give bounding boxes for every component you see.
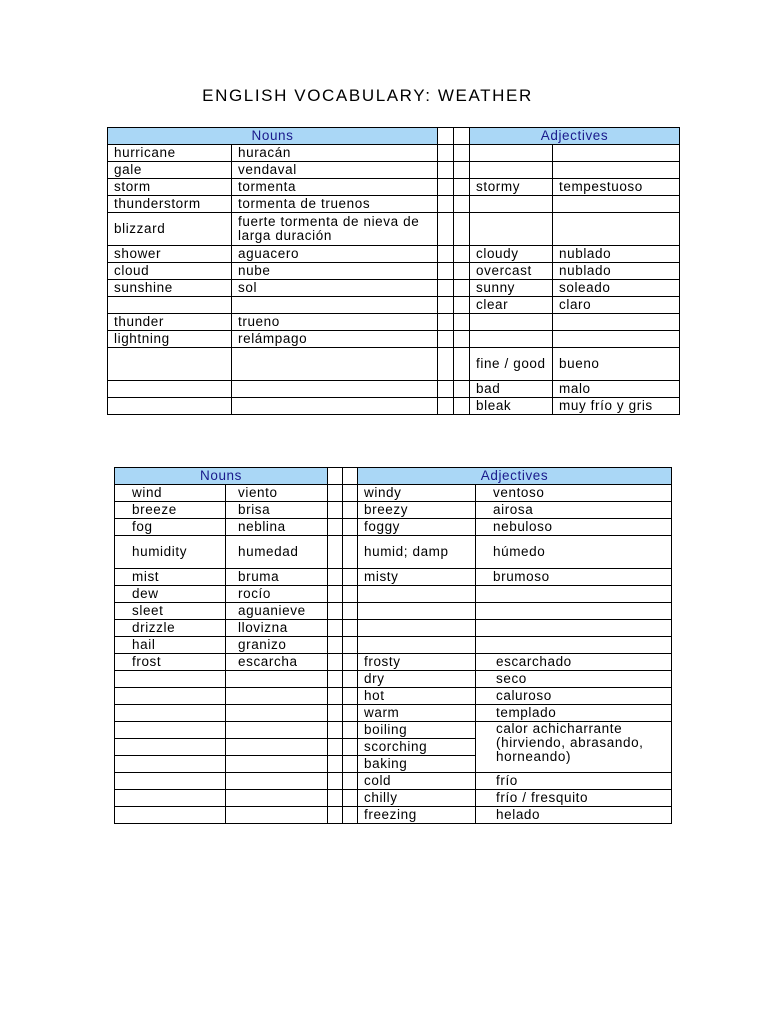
- noun-english: shower: [108, 246, 232, 263]
- gap-cell: [454, 196, 470, 213]
- gap-cell: [343, 705, 358, 722]
- page-title: ENGLISH VOCABULARY: WEATHER: [202, 86, 533, 105]
- gap-cell: [454, 263, 470, 280]
- table-row: [108, 331, 680, 348]
- table-row: [115, 790, 672, 807]
- adjective-spanish: calor achicharrante (hirviendo, abrasando, horneando): [476, 722, 672, 773]
- noun-english: drizzle: [115, 620, 226, 637]
- adjective-spanish: [476, 620, 672, 637]
- gap-cell: [328, 688, 343, 705]
- adjective-english: [470, 314, 553, 331]
- noun-spanish: granizo: [226, 637, 328, 654]
- gap-cell: [438, 280, 454, 297]
- adjective-english: overcast: [470, 263, 553, 280]
- noun-english: [115, 807, 226, 824]
- gap-cell: [438, 196, 454, 213]
- nouns-header: Nouns: [108, 128, 438, 145]
- adjective-english: [358, 620, 476, 637]
- adjective-english: sunny: [470, 280, 553, 297]
- noun-english: humidity: [115, 536, 226, 569]
- table-row: [115, 637, 672, 654]
- noun-spanish: huracán: [232, 145, 438, 162]
- noun-spanish: tormenta: [232, 179, 438, 196]
- table-row: [115, 603, 672, 620]
- table-row: [115, 620, 672, 637]
- gap-cell: [328, 671, 343, 688]
- adjective-english: baking: [358, 756, 476, 773]
- table-row: [108, 196, 680, 213]
- adjective-spanish: claro: [553, 297, 680, 314]
- noun-spanish: [226, 790, 328, 807]
- noun-english: mist: [115, 569, 226, 586]
- noun-english: thunder: [108, 314, 232, 331]
- table-row: [115, 688, 672, 705]
- noun-english: [108, 398, 232, 415]
- gap-cell: [328, 654, 343, 671]
- gap-cell: [454, 162, 470, 179]
- table-row: [115, 536, 672, 569]
- gap-cell: [343, 722, 358, 739]
- noun-english: dew: [115, 586, 226, 603]
- vocab-table-1: [107, 127, 680, 415]
- table-row: [108, 297, 680, 314]
- adjective-english: [358, 637, 476, 654]
- adjective-english: [470, 145, 553, 162]
- adjective-spanish: brumoso: [476, 569, 672, 586]
- noun-english: breeze: [115, 502, 226, 519]
- noun-spanish: viento: [226, 485, 328, 502]
- noun-spanish: [232, 398, 438, 415]
- table-row: [115, 485, 672, 502]
- adjective-english: [358, 603, 476, 620]
- table-row: [108, 246, 680, 263]
- adjectives-header: Adjectives: [470, 128, 680, 145]
- gap-cell: [438, 162, 454, 179]
- adjective-spanish: ventoso: [476, 485, 672, 502]
- gap-cell: [454, 297, 470, 314]
- adjective-spanish: caluroso: [476, 688, 672, 705]
- adjective-spanish: templado: [476, 705, 672, 722]
- adjective-spanish: [553, 196, 680, 213]
- noun-spanish: [226, 756, 328, 773]
- gap-cell: [328, 536, 343, 569]
- noun-english: [108, 348, 232, 381]
- noun-english: storm: [108, 179, 232, 196]
- adjective-spanish: nublado: [553, 263, 680, 280]
- adjective-english: fine / good: [470, 348, 553, 381]
- adjective-spanish: soleado: [553, 280, 680, 297]
- table-row: [115, 773, 672, 790]
- noun-spanish: [232, 381, 438, 398]
- noun-english: wind: [115, 485, 226, 502]
- noun-english: [115, 773, 226, 790]
- adjective-english: dry: [358, 671, 476, 688]
- table-row: [115, 722, 672, 739]
- gap-cell: [454, 213, 470, 246]
- gap-cell: [343, 603, 358, 620]
- noun-spanish: tormenta de truenos: [232, 196, 438, 213]
- noun-spanish: bruma: [226, 569, 328, 586]
- noun-english: [115, 739, 226, 756]
- adjective-english: [358, 586, 476, 603]
- gap-cell: [438, 128, 454, 145]
- adjective-english: scorching: [358, 739, 476, 756]
- adjective-spanish: helado: [476, 807, 672, 824]
- gap-cell: [343, 620, 358, 637]
- adjective-english: humid; damp: [358, 536, 476, 569]
- table-row: [108, 381, 680, 398]
- adjective-spanish: [553, 213, 680, 246]
- noun-english: hail: [115, 637, 226, 654]
- adjective-spanish: nublado: [553, 246, 680, 263]
- noun-spanish: relámpago: [232, 331, 438, 348]
- gap-cell: [438, 213, 454, 246]
- table-row: [108, 314, 680, 331]
- gap-cell: [328, 485, 343, 502]
- gap-cell: [328, 637, 343, 654]
- gap-cell: [454, 314, 470, 331]
- gap-cell: [343, 756, 358, 773]
- gap-cell: [328, 739, 343, 756]
- adjective-english: clear: [470, 297, 553, 314]
- noun-english: [115, 790, 226, 807]
- noun-spanish: [226, 722, 328, 739]
- table-row: [108, 348, 680, 381]
- gap-cell: [328, 586, 343, 603]
- noun-spanish: nube: [232, 263, 438, 280]
- gap-cell: [454, 381, 470, 398]
- gap-cell: [343, 586, 358, 603]
- noun-english: cloud: [108, 263, 232, 280]
- gap-cell: [328, 569, 343, 586]
- noun-english: gale: [108, 162, 232, 179]
- table-row: [115, 586, 672, 603]
- table-row: [115, 671, 672, 688]
- gap-cell: [438, 179, 454, 196]
- adjective-spanish: [553, 331, 680, 348]
- adjective-spanish: húmedo: [476, 536, 672, 569]
- table-header-row: [115, 468, 672, 485]
- gap-cell: [343, 468, 358, 485]
- noun-spanish: vendaval: [232, 162, 438, 179]
- vocab-table-2: [114, 467, 672, 824]
- adjective-spanish: [476, 603, 672, 620]
- adjective-spanish: tempestuoso: [553, 179, 680, 196]
- noun-spanish: [226, 688, 328, 705]
- gap-cell: [343, 502, 358, 519]
- gap-cell: [438, 263, 454, 280]
- adjective-english: foggy: [358, 519, 476, 536]
- noun-spanish: llovizna: [226, 620, 328, 637]
- adjective-english: bad: [470, 381, 553, 398]
- noun-spanish: [226, 671, 328, 688]
- gap-cell: [343, 790, 358, 807]
- gap-cell: [328, 502, 343, 519]
- gap-cell: [438, 331, 454, 348]
- gap-cell: [328, 790, 343, 807]
- table-row: [108, 213, 680, 246]
- gap-cell: [454, 246, 470, 263]
- noun-english: [115, 756, 226, 773]
- table-row: [115, 654, 672, 671]
- gap-cell: [343, 569, 358, 586]
- noun-spanish: aguanieve: [226, 603, 328, 620]
- gap-cell: [454, 128, 470, 145]
- gap-cell: [328, 773, 343, 790]
- noun-spanish: neblina: [226, 519, 328, 536]
- noun-spanish: [226, 773, 328, 790]
- adjective-spanish: [553, 162, 680, 179]
- adjective-english: bleak: [470, 398, 553, 415]
- noun-english: fog: [115, 519, 226, 536]
- noun-english: sleet: [115, 603, 226, 620]
- nouns-header: Nouns: [115, 468, 328, 485]
- noun-spanish: humedad: [226, 536, 328, 569]
- gap-cell: [343, 807, 358, 824]
- table-row: [108, 280, 680, 297]
- table-row: [108, 179, 680, 196]
- noun-english: frost: [115, 654, 226, 671]
- noun-english: sunshine: [108, 280, 232, 297]
- noun-spanish: [232, 297, 438, 314]
- noun-english: blizzard: [108, 213, 232, 246]
- adjective-english: [470, 196, 553, 213]
- table-row: [108, 145, 680, 162]
- gap-cell: [343, 688, 358, 705]
- adjective-english: [470, 162, 553, 179]
- gap-cell: [438, 145, 454, 162]
- noun-spanish: rocío: [226, 586, 328, 603]
- adjective-english: chilly: [358, 790, 476, 807]
- gap-cell: [454, 398, 470, 415]
- gap-cell: [438, 381, 454, 398]
- adjective-english: cloudy: [470, 246, 553, 263]
- noun-english: [115, 688, 226, 705]
- adjective-spanish: muy frío y gris: [553, 398, 680, 415]
- gap-cell: [343, 739, 358, 756]
- adjective-english: windy: [358, 485, 476, 502]
- noun-english: lightning: [108, 331, 232, 348]
- adjective-spanish: [476, 586, 672, 603]
- gap-cell: [328, 468, 343, 485]
- gap-cell: [328, 603, 343, 620]
- adjective-english: freezing: [358, 807, 476, 824]
- adjective-spanish: malo: [553, 381, 680, 398]
- gap-cell: [328, 519, 343, 536]
- table-row: [108, 398, 680, 415]
- table-row: [108, 162, 680, 179]
- gap-cell: [343, 536, 358, 569]
- adjective-spanish: bueno: [553, 348, 680, 381]
- adjective-english: breezy: [358, 502, 476, 519]
- gap-cell: [438, 246, 454, 263]
- adjective-spanish: [553, 145, 680, 162]
- table-row: [115, 807, 672, 824]
- noun-english: [108, 297, 232, 314]
- gap-cell: [343, 519, 358, 536]
- adjective-english: stormy: [470, 179, 553, 196]
- gap-cell: [328, 620, 343, 637]
- noun-english: [108, 381, 232, 398]
- table-header-row: [108, 128, 680, 145]
- noun-english: [115, 705, 226, 722]
- table-row: [115, 519, 672, 536]
- adjective-spanish: frío: [476, 773, 672, 790]
- adjectives-header: Adjectives: [358, 468, 672, 485]
- adjective-spanish: seco: [476, 671, 672, 688]
- adjective-english: misty: [358, 569, 476, 586]
- table-row: [115, 502, 672, 519]
- noun-spanish: trueno: [232, 314, 438, 331]
- adjective-spanish: [553, 314, 680, 331]
- adjective-english: [470, 331, 553, 348]
- noun-spanish: sol: [232, 280, 438, 297]
- gap-cell: [438, 297, 454, 314]
- adjective-spanish: airosa: [476, 502, 672, 519]
- adjective-english: frosty: [358, 654, 476, 671]
- noun-english: [115, 671, 226, 688]
- adjective-spanish: nebuloso: [476, 519, 672, 536]
- adjective-english: cold: [358, 773, 476, 790]
- adjective-spanish: [476, 637, 672, 654]
- noun-spanish: [226, 807, 328, 824]
- adjective-english: boiling: [358, 722, 476, 739]
- noun-spanish: aguacero: [232, 246, 438, 263]
- gap-cell: [454, 331, 470, 348]
- gap-cell: [438, 348, 454, 381]
- gap-cell: [454, 348, 470, 381]
- gap-cell: [328, 756, 343, 773]
- adjective-spanish: escarchado: [476, 654, 672, 671]
- noun-english: hurricane: [108, 145, 232, 162]
- noun-spanish: [226, 705, 328, 722]
- gap-cell: [454, 179, 470, 196]
- gap-cell: [343, 671, 358, 688]
- adjective-english: hot: [358, 688, 476, 705]
- noun-english: thunderstorm: [108, 196, 232, 213]
- gap-cell: [328, 807, 343, 824]
- adjective-english: warm: [358, 705, 476, 722]
- noun-spanish: brisa: [226, 502, 328, 519]
- gap-cell: [454, 145, 470, 162]
- gap-cell: [343, 654, 358, 671]
- noun-spanish: [226, 739, 328, 756]
- gap-cell: [438, 398, 454, 415]
- gap-cell: [343, 637, 358, 654]
- gap-cell: [328, 705, 343, 722]
- noun-english: [115, 722, 226, 739]
- gap-cell: [454, 280, 470, 297]
- gap-cell: [438, 314, 454, 331]
- adjective-english: [470, 213, 553, 246]
- noun-spanish: [232, 348, 438, 381]
- gap-cell: [343, 773, 358, 790]
- table-row: [108, 263, 680, 280]
- table-row: [115, 569, 672, 586]
- adjective-spanish: frío / fresquito: [476, 790, 672, 807]
- noun-spanish: escarcha: [226, 654, 328, 671]
- gap-cell: [328, 722, 343, 739]
- noun-spanish: fuerte tormenta de nieva de larga duración: [232, 213, 438, 246]
- gap-cell: [343, 485, 358, 502]
- table-row: [115, 705, 672, 722]
